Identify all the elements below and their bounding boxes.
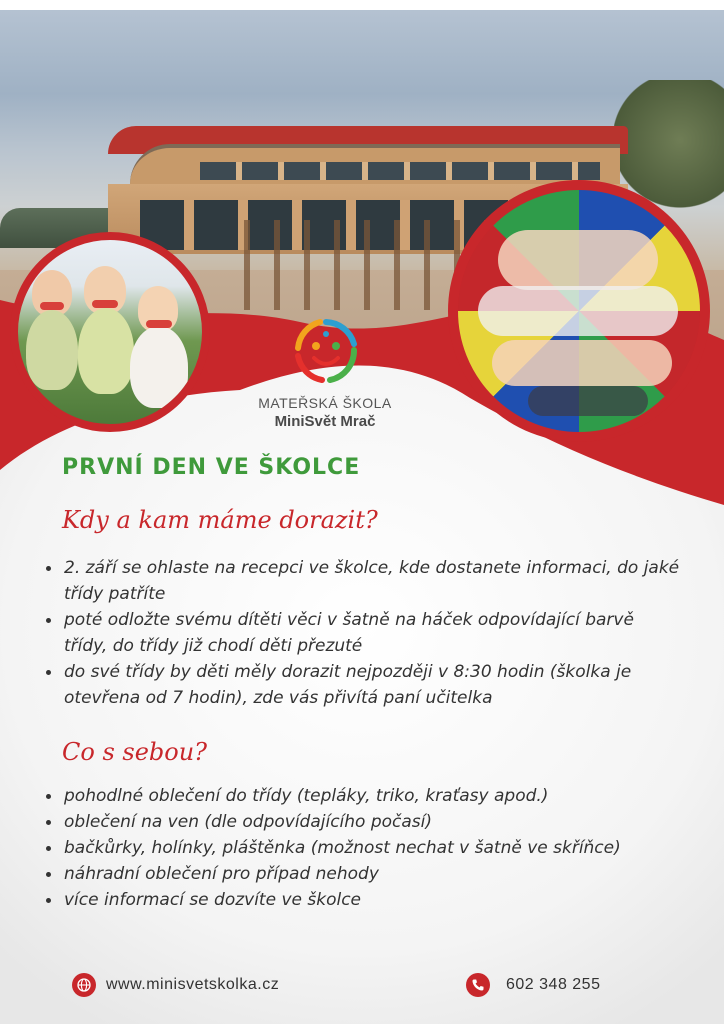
phone-number[interactable]: 602 348 255 [506, 976, 601, 993]
website-contact[interactable] [72, 973, 279, 997]
list-item: do své třídy by děti měly dorazit nejpozději v 8:30 hodin (školka je otevřena od 7 hodin), zde vás přivítá paní učitelka [42, 659, 682, 711]
list-item: více informací se dozvíte ve školce [42, 887, 682, 913]
list-item: poté odložte svému dítěti věci v šatně na háček odpovídající barvě třídy, do třídy již chodí děti přezuté [42, 607, 682, 659]
phone-contact[interactable] [466, 973, 600, 997]
globe-icon [72, 973, 96, 997]
what-to-bring-list [42, 783, 682, 913]
website-link[interactable]: www.minisvetskolka.cz [106, 976, 280, 993]
kids-watermelon-photo [10, 232, 210, 432]
section-heading-what-to-bring: Co s sebou? [62, 738, 208, 766]
list-item: 2. září se ohlaste na recepci ve školce, kde dostanete informaci, do jaké třídy patříte [42, 555, 682, 607]
school-name: MiniSvět Mrač [274, 413, 376, 430]
list-item: oblečení na ven (dle odpovídajícího počasí) [42, 809, 682, 835]
school-logo-icon [290, 316, 362, 388]
list-item: náhradní oblečení pro případ nehody [42, 861, 682, 887]
school-type-label: MATEŘSKÁ ŠKOLA [258, 395, 392, 411]
list-item: bačkůrky, holínky, pláštěnka (možnost nechat v šatně ve skříňce) [42, 835, 682, 861]
page-title: PRVNÍ DEN VE ŠKOLCE [62, 455, 361, 480]
kids-parachute-photo [448, 180, 710, 442]
section-heading-arrival: Kdy a kam máme dorazit? [62, 506, 378, 534]
arrival-list [42, 555, 682, 711]
list-item: pohodlné oblečení do třídy (tepláky, triko, kraťasy apod.) [42, 783, 682, 809]
phone-icon [466, 973, 490, 997]
